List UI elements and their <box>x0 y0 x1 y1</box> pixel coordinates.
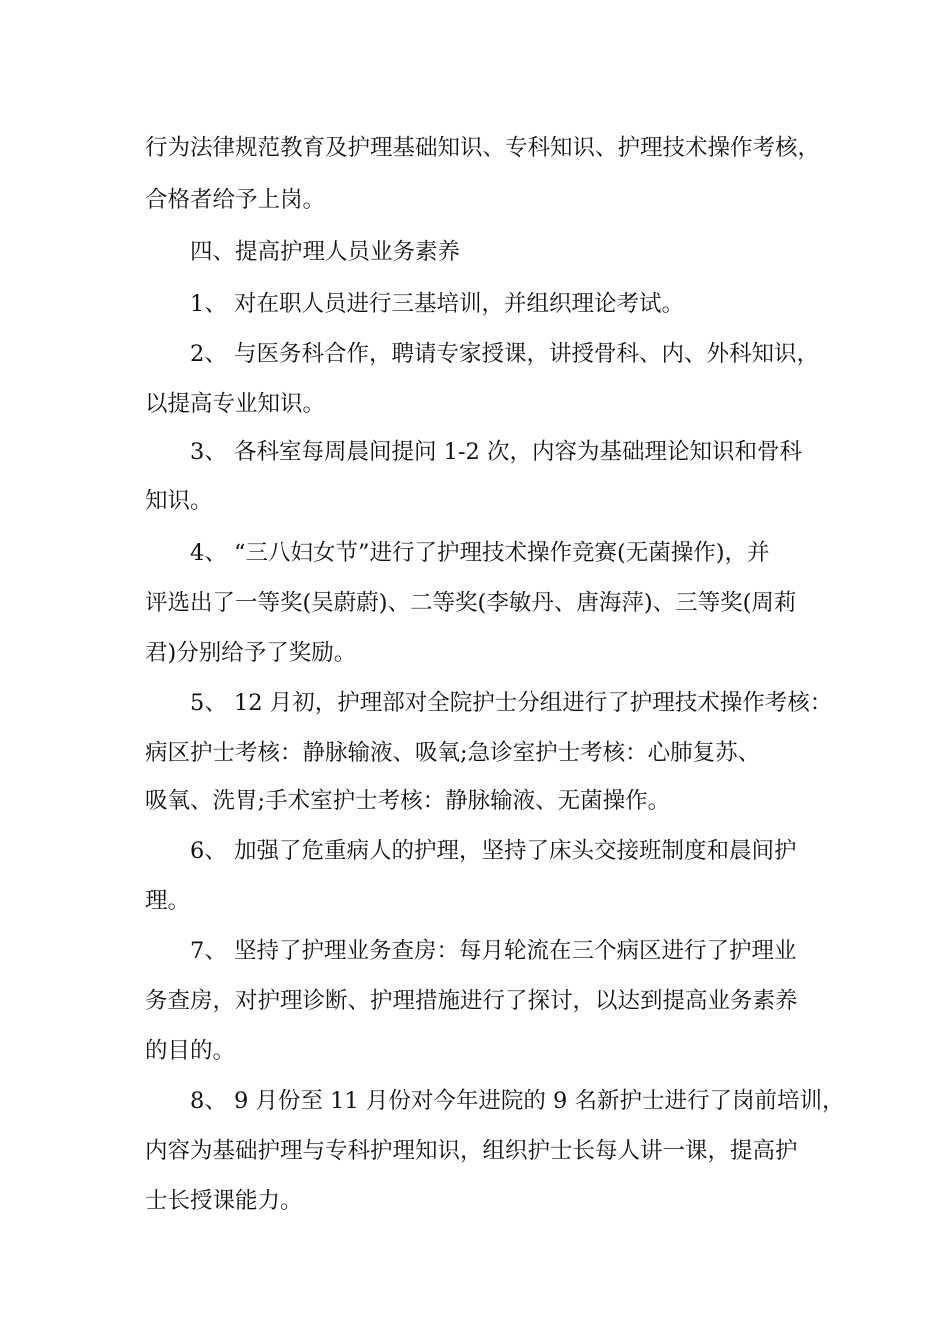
list-item-5: 5、 12 月初，护理部对全院护士分组进行了护理技术操作考核： <box>190 690 833 716</box>
paragraph-line: 病区护士考核：静脉输液、吸氧;急诊室护士考核：心肺复苏、 <box>145 740 761 766</box>
paragraph-line: 的目的。 <box>145 1038 236 1064</box>
paragraph-line: 以提高专业知识。 <box>145 391 326 417</box>
paragraph-line: 合格者给予上岗。 <box>145 187 326 213</box>
paragraph-line: 君)分别给予了奖励。 <box>145 640 357 666</box>
list-item-8: 8、 9 月份至 11 月份对今年进院的 9 名新护士进行了岗前培训， <box>190 1088 845 1114</box>
list-item-4: 4、 “三八妇女节”进行了护理技术操作竞赛(无菌操作)，并 <box>190 540 770 566</box>
paragraph-line: 务查房，对护理诊断、护理措施进行了探讨，以达到提高业务素养 <box>145 988 798 1014</box>
list-item-6: 6、 加强了危重病人的护理，坚持了床头交接班制度和晨间护 <box>190 838 797 864</box>
list-item-7: 7、 坚持了护理业务查房：每月轮流在三个病区进行了护理业 <box>190 938 797 964</box>
paragraph-line: 行为法律规范教育及护理基础知识、专科知识、护理技术操作考核， <box>145 135 821 161</box>
list-item-2: 2、 与医务科合作，聘请专家授课，讲授骨科、内、外科知识， <box>190 341 819 367</box>
paragraph-line: 理。 <box>145 888 191 914</box>
paragraph-line: 知识。 <box>145 488 213 514</box>
paragraph-line: 评选出了一等奖(吴蔚蔚)、二等奖(李敏丹、唐海萍)、三等奖(周莉 <box>145 590 797 616</box>
list-item-1: 1、 对在职人员进行三基培训，并组织理论考试。 <box>190 291 684 317</box>
paragraph-line: 士长授课能力。 <box>145 1188 303 1214</box>
section-heading: 四、提高护理人员业务素养 <box>190 239 461 265</box>
paragraph-line: 内容为基础护理与专科护理知识，组织护士长每人讲一课，提高护 <box>145 1138 798 1164</box>
paragraph-line: 吸氧、洗胃;手术室护士考核：静脉输液、无菌操作。 <box>145 788 671 814</box>
list-item-3: 3、 各科室每周晨间提问 1-2 次，内容为基础理论知识和骨科 <box>190 439 803 465</box>
